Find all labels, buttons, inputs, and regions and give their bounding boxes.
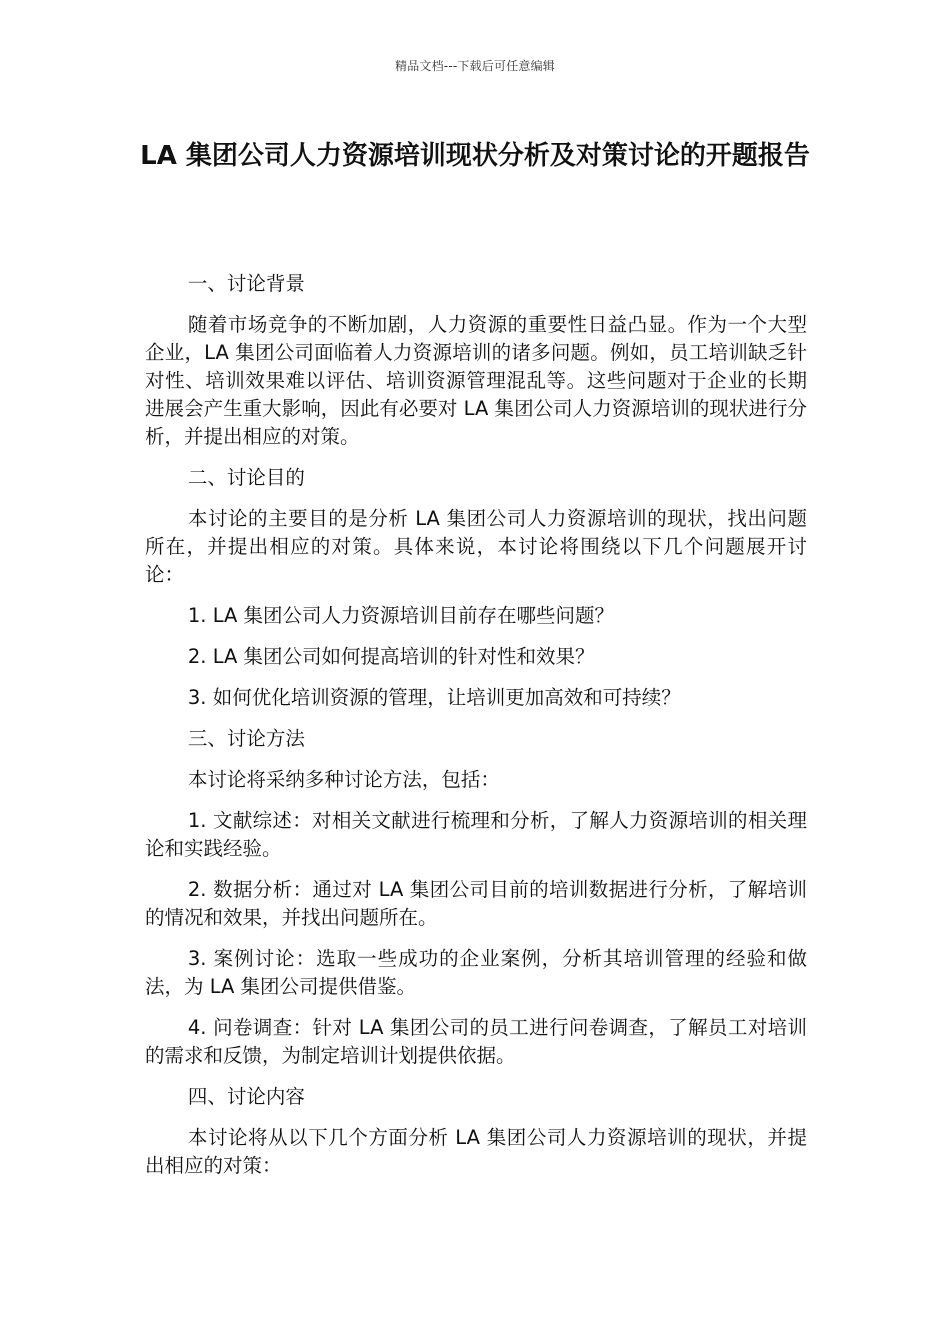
paragraph-content-intro: 本讨论将从以下几个方面分析 LA 集团公司人力资源培训的现状，并提出相应的对策： <box>145 1126 807 1177</box>
section-heading-content: 四、讨论内容 <box>187 1085 305 1108</box>
list-item-method-3: 3. 案例讨论：选取一些成功的企业案例，分析其培训管理的经验和做法，为 LA 集团公司提供借鉴。 <box>145 947 807 998</box>
list-item-method-4: 4. 问卷调查：针对 LA 集团公司的员工进行问卷调查，了解员工对培训的需求和反馈，为制定培训计划提供依据。 <box>145 1016 807 1067</box>
section-heading-purpose: 二、讨论目的 <box>187 466 305 489</box>
paragraph-methods-intro: 本讨论将采纳多种讨论方法，包括： <box>187 768 500 791</box>
list-item-question-1: 1. LA 集团公司人力资源培训目前存在哪些问题？ <box>187 604 615 627</box>
section-heading-background: 一、讨论背景 <box>187 272 305 295</box>
list-item-method-2: 2. 数据分析：通过对 LA 集团公司目前的培训数据进行分析，了解培训的情况和效果，并找出问题所在。 <box>145 878 807 929</box>
document-title: LA 集团公司人力资源培训现状分析及对策讨论的开题报告 <box>140 141 810 171</box>
list-item-question-2: 2. LA 集团公司如何提高培训的针对性和效果？ <box>187 645 595 668</box>
paragraph-purpose: 本讨论的主要目的是分析 LA 集团公司人力资源培训的现状，找出问题所在，并提出相应的对策。具体来说，本讨论将围绕以下几个问题展开讨论： <box>145 507 807 586</box>
paragraph-background: 随着市场竞争的不断加剧，人力资源的重要性日益凸显。作为一个大型企业，LA 集团公司面临着人力资源培训的诸多问题。例如，员工培训缺乏针对性、培训效果难以评估、培训资源管理混乱等。这些问题对于企业的长期进展会产生重大影响，因此有必要对 LA 集团公司人力资源培训的现状进行分析，并提出相应的对策。 <box>145 313 807 448</box>
list-item-method-1: 1. 文献综述：对相关文献进行梳理和分析，了解人力资源培训的相关理论和实践经验。 <box>145 809 807 860</box>
section-heading-methods: 三、讨论方法 <box>187 727 305 750</box>
document-body <box>145 270 807 1193</box>
list-item-question-3: 3. 如何优化培训资源的管理，让培训更加高效和可持续？ <box>187 686 681 709</box>
header-note: 精品文档---下载后可任意编辑 <box>395 59 555 73</box>
